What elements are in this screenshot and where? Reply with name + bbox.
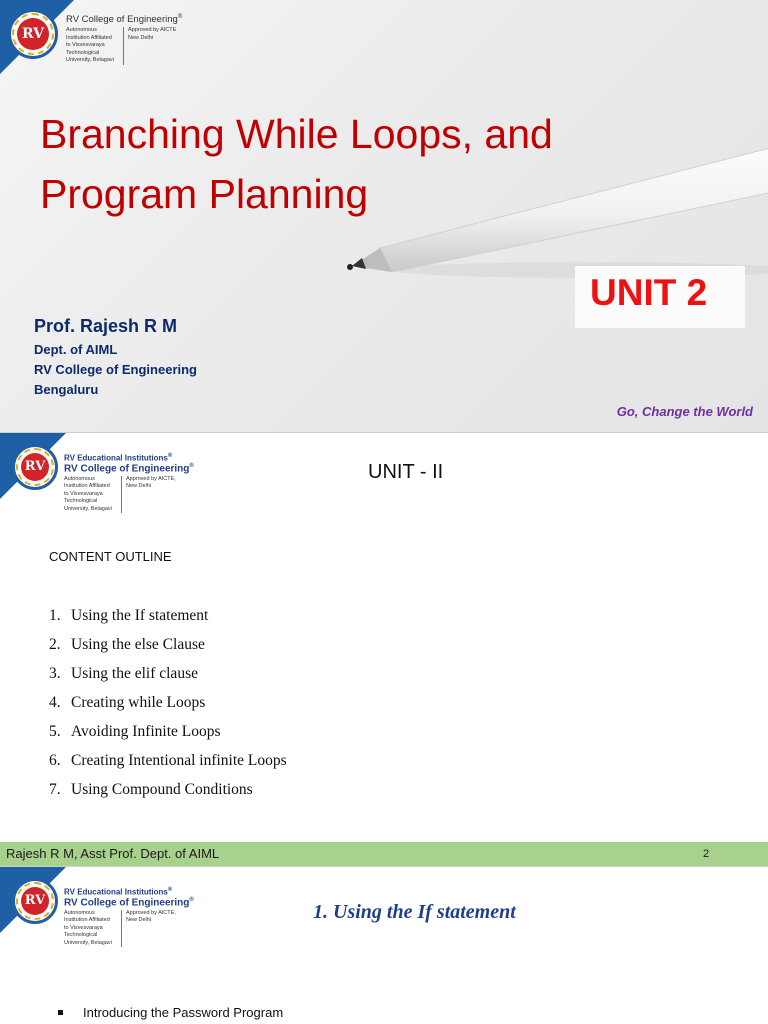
footer-author: Rajesh R M, Asst Prof. Dept. of AIML	[6, 846, 220, 861]
institution-group: RV Educational Institutions®	[64, 887, 173, 897]
affiliation-text: Autonomous Institution Affiliated to Visvesvaraya Technological University, Belagavi	[64, 910, 122, 948]
slide-heading: UNIT - II	[368, 461, 444, 483]
college-name: RV College of Engineering®	[64, 462, 194, 474]
presenter-name: Prof. Rajesh R M	[34, 316, 178, 336]
affiliation-text: Autonomous Institution Affiliated to Visvesvaraya Technological University, Belagavi	[66, 27, 124, 65]
rv-seal-logo: RV	[12, 444, 58, 490]
college-name: RV College of Engineering®	[64, 896, 194, 908]
slide-title: Branching While Loops, and Program Planning	[40, 111, 553, 217]
outline-slide	[0, 433, 768, 866]
approval-text: Approved by AICTE, New Delhi	[126, 475, 176, 490]
affiliation-text: Autonomous Institution Affiliated to Visvesvaraya Technological University, Belagavi	[64, 476, 122, 514]
title-slide	[0, 0, 768, 432]
content-list	[49, 603, 287, 806]
college-logo-text	[64, 453, 194, 513]
slide-footer	[0, 842, 768, 866]
rv-seal-logo: RV	[12, 878, 58, 924]
list-item: 2. Using the else Clause	[49, 636, 205, 653]
list-item: 7. Using Compound Conditions	[49, 781, 253, 798]
unit-label: UNIT 2	[590, 272, 708, 313]
list-item: 1. Using the If statement	[49, 607, 209, 624]
college-name: RV College of Engineering®	[66, 14, 183, 26]
city-line: Bengaluru	[34, 382, 99, 397]
content-slide	[0, 867, 768, 1024]
dept-line: Dept. of AIML	[34, 342, 118, 357]
list-item: 4. Creating while Loops	[49, 694, 206, 711]
bullet-item: Introducing the Password Program	[58, 1005, 283, 1020]
institution-group: RV Educational Institutions®	[64, 453, 173, 463]
college-logo-text	[66, 14, 182, 65]
approval-text: Approved by AICTE, New Delhi	[126, 909, 176, 924]
tagline: Go, Change the World	[616, 404, 753, 419]
outline-label: CONTENT OUTLINE	[49, 549, 172, 564]
college-line: RV College of Engineering	[34, 362, 198, 377]
list-item: 3. Using the elif clause	[49, 665, 198, 682]
bullet-marker-icon	[58, 1010, 63, 1015]
rv-seal-logo: RV	[8, 9, 58, 59]
list-item: 5. Avoiding Infinite Loops	[49, 723, 221, 740]
slide-title: 1. Using the If statement	[313, 901, 516, 923]
approval-text: Approved by AICTE New Delhi	[128, 27, 177, 41]
college-logo-text	[64, 887, 194, 947]
page-number: 2	[703, 848, 710, 860]
list-item: 6. Creating Intentional infinite Loops	[49, 752, 287, 769]
